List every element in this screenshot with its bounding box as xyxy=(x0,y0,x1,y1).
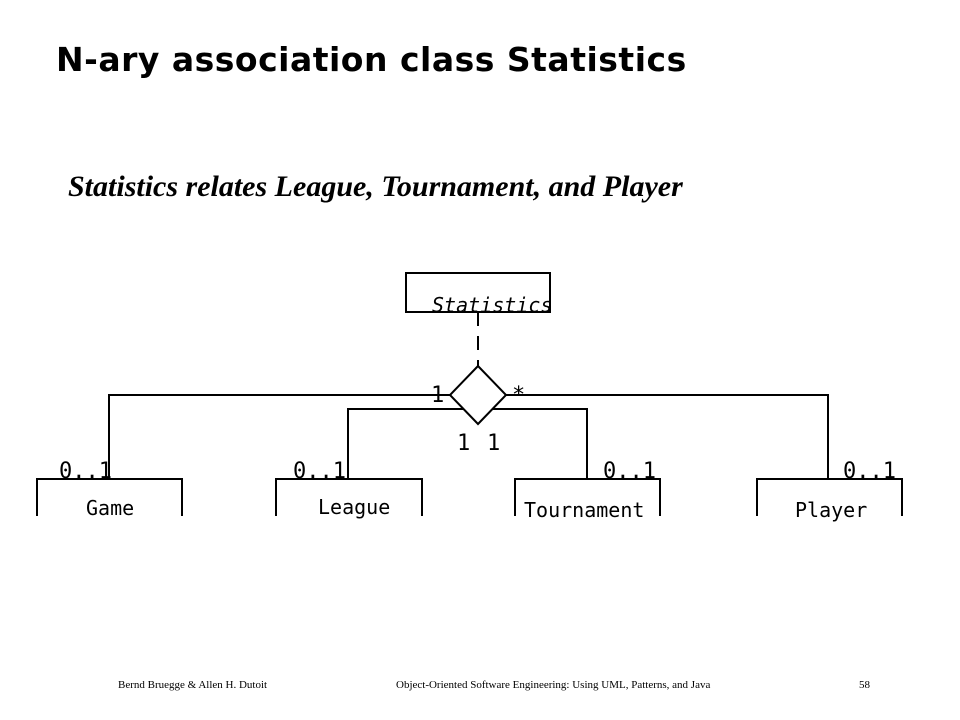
multiplicity-league-end: 0..1 xyxy=(293,459,346,484)
multiplicity-diamond-bottom-left: 1 xyxy=(457,431,471,456)
multiplicity-player-end: 0..1 xyxy=(843,459,896,484)
multiplicity-diamond-left: 1 xyxy=(431,383,445,408)
footer-page-number: 58 xyxy=(859,679,870,691)
slide-subtitle: Statistics relates League, Tournament, and Player xyxy=(68,170,683,203)
multiplicity-tournament-end: 0..1 xyxy=(603,459,656,484)
footer-authors: Bernd Bruegge & Allen H. Dutoit xyxy=(118,679,268,691)
footer-book-title: Object-Oriented Software Engineering: Using UML, Patterns, and Java xyxy=(396,679,711,691)
nary-association-diamond xyxy=(450,366,506,424)
multiplicity-diamond-bottom-right: 1 xyxy=(487,431,501,456)
tournament-connector-line xyxy=(492,409,587,479)
multiplicity-diamond-right: * xyxy=(512,383,526,408)
league-class-name: League xyxy=(318,495,391,519)
player-connector-line xyxy=(506,395,828,479)
statistics-class-name: Statistics xyxy=(432,293,553,317)
game-class-name: Game xyxy=(86,496,135,520)
multiplicity-game-end: 0..1 xyxy=(59,459,112,484)
tournament-class-name: Tournament xyxy=(524,498,645,522)
player-class-name: Player xyxy=(795,498,868,522)
slide-title: N-ary association class Statistics xyxy=(56,40,687,79)
game-connector-line xyxy=(109,395,450,479)
league-connector-line xyxy=(348,409,464,479)
